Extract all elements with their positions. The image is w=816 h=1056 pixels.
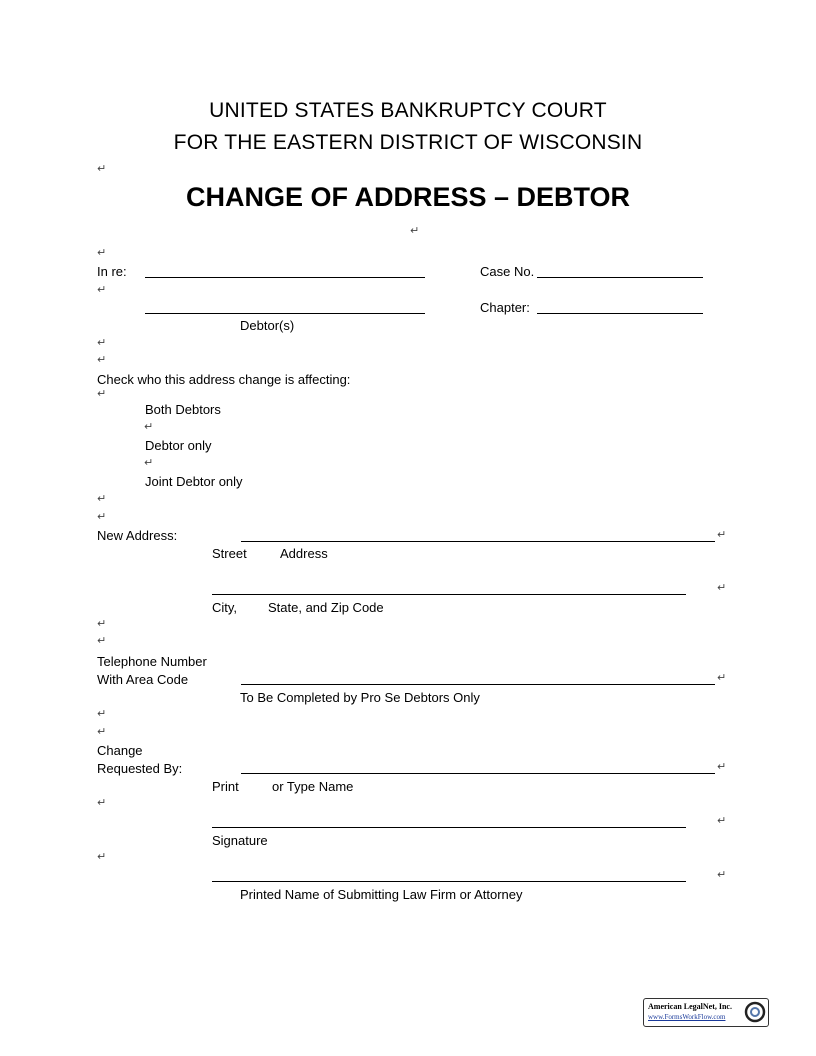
print-caption: Print bbox=[212, 779, 239, 794]
option-joint-debtor-only[interactable]: Joint Debtor only bbox=[145, 474, 243, 489]
change-label: Change bbox=[97, 743, 143, 758]
in-re-debtor-line-2[interactable] bbox=[145, 313, 425, 314]
logo-swirl-icon bbox=[744, 1001, 766, 1023]
paragraph-mark-icon: ↵ bbox=[97, 246, 107, 259]
paragraph-mark-icon: ↵ bbox=[97, 387, 107, 400]
paragraph-mark-icon: ↵ bbox=[97, 336, 107, 349]
paragraph-mark-icon: ↵ bbox=[144, 456, 154, 469]
paragraph-mark-icon: ↵ bbox=[97, 796, 107, 809]
printed-name-caption: Printed Name of Submitting Law Firm or Attorney bbox=[240, 887, 523, 902]
case-number-field[interactable] bbox=[537, 277, 703, 278]
paragraph-mark-icon: ↵ bbox=[410, 224, 420, 237]
paragraph-mark-icon: ↵ bbox=[97, 353, 107, 366]
paragraph-mark-icon: ↵ bbox=[717, 528, 727, 541]
requested-by-label: Requested By: bbox=[97, 761, 183, 776]
state-zip-caption: State, and Zip Code bbox=[268, 600, 384, 615]
paragraph-mark-icon: ↵ bbox=[144, 420, 154, 433]
paragraph-mark-icon: ↵ bbox=[717, 671, 727, 684]
type-name-caption: or Type Name bbox=[272, 779, 354, 794]
telephone-label: Telephone Number bbox=[97, 654, 207, 669]
street-caption: Street bbox=[212, 546, 247, 561]
paragraph-mark-icon: ↵ bbox=[97, 634, 107, 647]
paragraph-mark-icon: ↵ bbox=[717, 581, 727, 594]
company-logo[interactable] bbox=[643, 998, 769, 1027]
in-re-label: In re: bbox=[97, 264, 127, 279]
court-name: UNITED STATES BANKRUPTCY COURT bbox=[209, 99, 607, 122]
court-district: FOR THE EASTERN DISTRICT OF WISCONSIN bbox=[173, 131, 643, 154]
page-title: CHANGE OF ADDRESS – DEBTOR bbox=[185, 182, 631, 212]
in-re-debtor-line-1[interactable] bbox=[145, 277, 425, 278]
paragraph-mark-icon: ↵ bbox=[717, 760, 727, 773]
paragraph-mark-icon: ↵ bbox=[97, 162, 107, 175]
pro-se-note: To Be Completed by Pro Se Debtors Only bbox=[240, 690, 480, 705]
signature-caption: Signature bbox=[212, 833, 268, 848]
check-prompt: Check who this address change is affecting: bbox=[97, 372, 351, 387]
option-debtor-only[interactable]: Debtor only bbox=[145, 438, 212, 453]
paragraph-mark-icon: ↵ bbox=[97, 510, 107, 523]
print-name-field[interactable] bbox=[241, 773, 715, 774]
paragraph-mark-icon: ↵ bbox=[717, 814, 727, 827]
area-code-label: With Area Code bbox=[97, 672, 189, 687]
paragraph-mark-icon: ↵ bbox=[97, 492, 107, 505]
law-firm-field[interactable] bbox=[212, 881, 686, 882]
city-caption: City, bbox=[212, 600, 238, 615]
case-number-label: Case No. bbox=[480, 264, 535, 279]
option-both-debtors[interactable]: Both Debtors bbox=[145, 402, 221, 417]
paragraph-mark-icon: ↵ bbox=[97, 707, 107, 720]
paragraph-mark-icon: ↵ bbox=[717, 868, 727, 881]
logo-company: American LegalNet, Inc. bbox=[648, 1002, 732, 1011]
debtors-caption: Debtor(s) bbox=[240, 318, 295, 333]
paragraph-mark-icon: ↵ bbox=[97, 850, 107, 863]
city-state-zip-field[interactable] bbox=[212, 594, 686, 595]
paragraph-mark-icon: ↵ bbox=[97, 283, 107, 296]
address-caption: Address bbox=[280, 546, 328, 561]
chapter-field[interactable] bbox=[537, 313, 703, 314]
street-address-field[interactable] bbox=[241, 541, 715, 542]
chapter-label: Chapter: bbox=[480, 300, 530, 315]
signature-field[interactable] bbox=[212, 827, 686, 828]
logo-url[interactable]: www.FormsWorkFlow.com bbox=[648, 1013, 726, 1021]
new-address-label: New Address: bbox=[97, 528, 178, 543]
paragraph-mark-icon: ↵ bbox=[97, 617, 107, 630]
paragraph-mark-icon: ↵ bbox=[97, 725, 107, 738]
telephone-field[interactable] bbox=[241, 684, 715, 685]
